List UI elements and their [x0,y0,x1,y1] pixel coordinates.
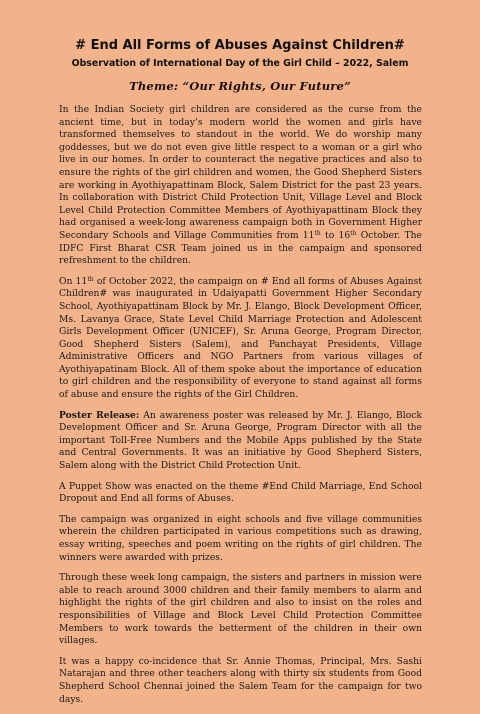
paragraph-intro: In the Indian Society girl children are considered as the curse from the ancient time, but in today’s modern world the women and girls have transformed themselves to standout in the world. We do worship many goddesses, but we do not even give little respect to a woman or a girl who live in our homes. In order to counteract the negative practices and also to ensure the rights of the girl children and women, the Good Shepherd Sisters are working in Ayothiyapattinam Block, Salem District for the past 23 years. In collaboration with District Child Protection Unit, Village Level and Block Level Child Protection Committee Members of Ayothiyapattinam Block they had organised a week-long awareness campaign both in Government Higher Secondary Schools and Village Communities from 11th to 16th October. The IDFC First Bharat CSR Team joined us in the campaign and sponsored refreshment to the children. [59,104,422,267]
paragraph-competitions: The campaign was organized in eight schools and five village communities wherein the children participated in various competitions such as drawing, essay writing, speeches and poem writing on the rights of girl children. The winners were awarded with prizes. [59,513,422,563]
paragraph-puppet-show: A Puppet Show was enacted on the theme #End Child Marriage, End School Dropout and End all forms of Abuses. [59,480,422,505]
paragraph-poster-release: Poster Release: An awareness poster was released by Mr. J. Elango, Block Development Officer and Sr. Aruna George, Program Director with all the important Toll-Free Numbers and the Mobile Apps published by the State and Central Governments. It was an initiative by Good Shepherd Sisters, Salem along with the District Child Protection Unit. [59,409,422,472]
page-title: # End All Forms of Abuses Against Children# [75,38,405,53]
paragraph-reach: Through these week long campaign, the sisters and partners in mission were able to reach around 3000 children and their family members to alarm and highlight the rights of the girl children and also to insist on the roles and responsibilities of Village and Block Level Child Protection Committee Members to work towards the betterment of the children in their own villages. [59,572,422,647]
paragraph-inauguration: On 11th of October 2022, the campaign on # End all forms of Abuses Against Children# was inaugurated in Udaiyapatti Government Higher Secondary School, Ayothiyapattinam Block by Mr. J. Elango, Block Development Officer, Ms. Lavanya Grace, State Level Child Marriage Protection and Adolescent Girls Development Officer (UNICEF), Sr. Aruna George, Program Director, Good Shepherd Sisters (Salem), and Panchayat Presidents, Village Administrative Officers and NGO Partners from various villages of Ayothiyapatinam Block. All of them spoke about the importance of education to girl children and the responsibility of everyone to stand against all forms of abuse and ensure the rights of the Girl Children. [59,275,422,401]
poster-release-heading: Poster Release: [59,409,140,421]
theme-line: Theme: “Our Rights, Our Future” [129,79,351,93]
paragraph-chennai-team: It was a happy co-incidence that Sr. Annie Thomas, Principal, Mrs. Sashi Natarajan and three other teachers along with thirty six students from Good Shepherd School Chennai joined the Salem Team for the campaign for two days. [59,655,422,705]
page-subtitle: Observation of International Day of the Girl Child – 2022, Salem [71,58,409,69]
article-body [59,104,422,714]
